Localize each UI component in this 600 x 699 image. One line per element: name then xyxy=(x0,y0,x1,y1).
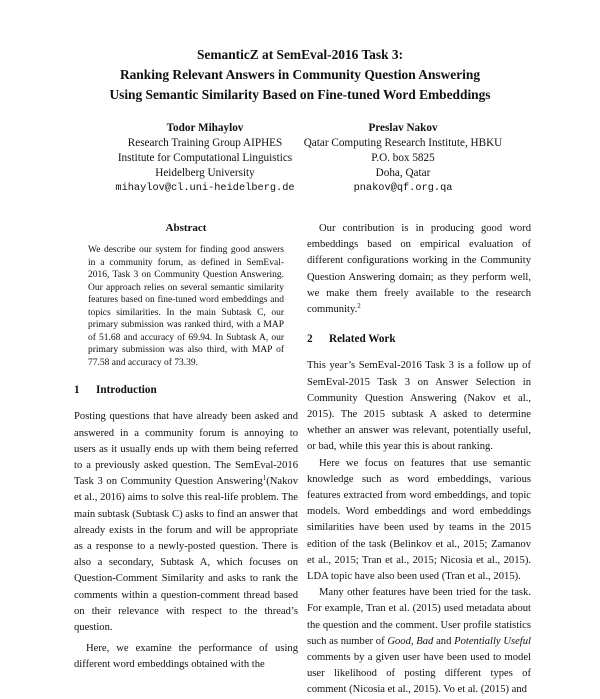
author-affiliation: Institute for Computational Linguistics xyxy=(117,152,293,164)
rw-text: comments by a given user have been used to model user likelihood of posting different types of comment (Nicosia et al., 2015). Vo et al. (2015) and xyxy=(307,652,531,696)
footnote-marker: 1 xyxy=(262,474,267,483)
title-line-2: Ranking Relevant Answers in Community Question Answering xyxy=(119,67,481,82)
intro-text: Posting questions that have already been asked and answered in a community forum is annoying to users as it usually ends up with them being referred to a previously asked question. The SemEval-2016 Task 3 on Community Question Answering xyxy=(74,411,298,488)
contribution-paragraph xyxy=(307,221,531,318)
author-name: Todor Mihaylov xyxy=(166,122,244,134)
author-email: mihaylov@cl.uni-heidelberg.de xyxy=(115,182,295,194)
author-affiliation: Heidelberg University xyxy=(155,167,255,179)
author-2 xyxy=(292,121,514,196)
rw-text: and xyxy=(436,635,452,647)
title-line-3: Using Semantic Similarity Based on Fine-tuned Word Embeddings xyxy=(109,87,491,102)
paper-title xyxy=(0,45,600,105)
intro-text: (Nakov et al., 2016) aims to solve this real-life problem. The main subtask (Subtask C) asks to find an answer that already exists in the forum and will be appropriate as a response to a newly-posted question. There is also a secondary, Subtask A, which focuses on Question-Comment Similarity and asks to rank the comments within a question-comment thread based on their relevance with respect to the thread’s question. xyxy=(74,476,298,634)
author-affiliation: Research Training Group AIPHES xyxy=(127,137,283,149)
introduction-heading xyxy=(74,382,298,398)
left-column xyxy=(74,220,298,674)
abstract-text: We describe our system for finding good answers in a community forum, as defined in SemEval-2016, Task 3 on Community Question Answering. Our approach relies on several semantic similarity features based on fine-tuned word embeddings and topics similarities. In the main Subtask C, our primary submission was ranked third, with a MAP of 51.68 and accuracy of 69.94. In Subtask A, our primary submission was also third, with MAP of 77.58 and accuracy of 73.39. xyxy=(88,245,284,368)
section-number: 1 xyxy=(74,384,80,397)
section-title: Introduction xyxy=(96,384,157,397)
author-email: pnakov@qf.org.qa xyxy=(353,182,453,194)
abstract-heading: Abstract xyxy=(165,222,207,234)
section-number: 2 xyxy=(307,333,313,346)
footnote-marker: 2 xyxy=(357,302,361,311)
related-work-paragraph-2: Here we focus on features that use semantic knowledge such as word embeddings, various features extracted from word embeddings, and topic models. Word embeddings and word embeddings similarities have been used by teams in the 2015 edition of the task (Belinkov et al., 2015; Zamanov et al., 2015; Tran et al., 2015; Nicosia et al., 2015). LDA topic have also been used (Tran et al., 2015). xyxy=(307,457,531,583)
author-name: Preslav Nakov xyxy=(368,122,438,134)
author-block xyxy=(0,121,600,197)
author-affiliation: Qatar Computing Research Institute, HBKU xyxy=(303,137,503,149)
right-column xyxy=(307,221,531,699)
introduction-paragraph-1 xyxy=(74,409,298,636)
related-work-heading xyxy=(307,331,531,347)
related-work-paragraph-1: This year’s SemEval-2016 Task 3 is a follow up of SemEval-2015 Task 3 on Answer Selection in Community Question Answering (Nakov et al., 2015). The 2015 subtask A asked to determine whether an answer was relevant, potentially useful, or bad, while this year this is about ranking. xyxy=(307,360,531,453)
introduction-paragraph-2: Here, we examine the performance of using different word embeddings obtained with the xyxy=(74,643,298,671)
italic-term: Bad xyxy=(416,635,434,647)
title-line-1: SemanticZ at SemEval-2016 Task 3: xyxy=(196,47,404,62)
italic-term: Potentially Useful xyxy=(454,635,531,647)
rw-text: , xyxy=(410,635,414,647)
author-affiliation: P.O. box 5825 xyxy=(371,152,435,164)
rw-text: Many other features have been tried for the task. For example, Tran et al. (2015) used metadata about the question and the comment. User profile statistics such as number of xyxy=(307,587,531,647)
italic-term: Good xyxy=(387,635,411,647)
related-work-paragraph-3 xyxy=(307,585,531,698)
author-affiliation: Doha, Qatar xyxy=(375,167,431,179)
section-title: Related Work xyxy=(329,333,396,346)
author-1 xyxy=(95,121,315,196)
contribution-text: Our contribution is in producing good word embeddings based on empirical evaluation of different configurations working in the Community Question Answering domain; as they perform well, we make them freely available to the research community. xyxy=(307,223,531,316)
